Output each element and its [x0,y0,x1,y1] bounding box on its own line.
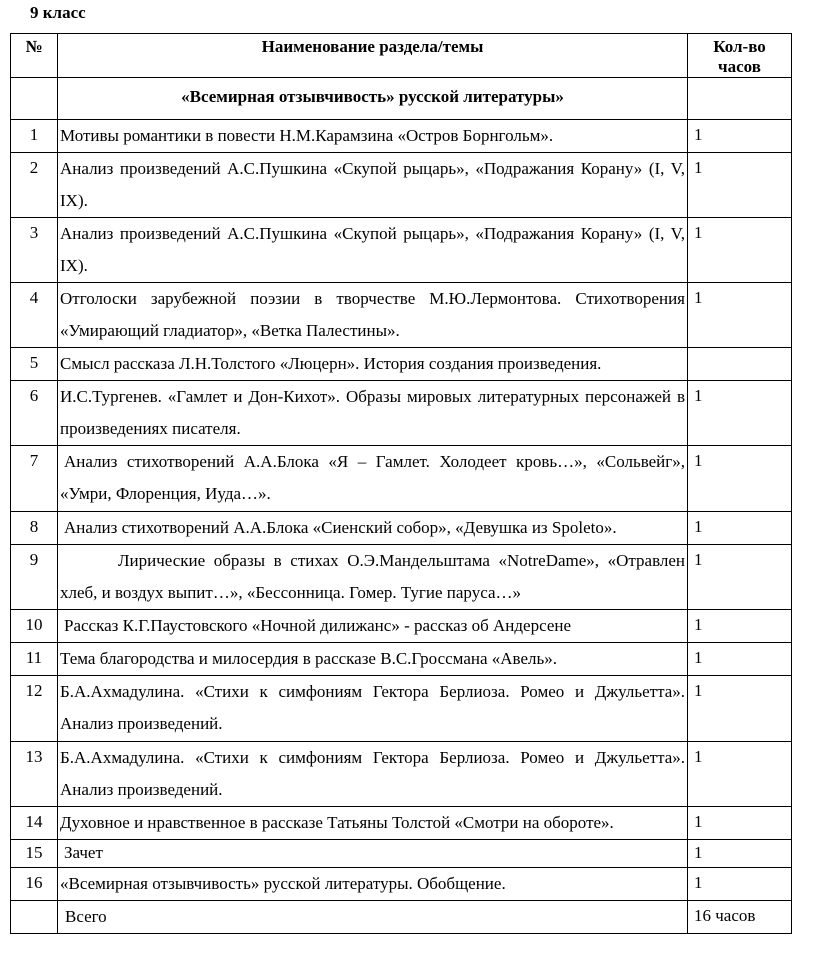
row-topic: Зачет [58,840,688,868]
row-hours: 1 [688,283,792,348]
row-num: 2 [11,153,58,218]
row-num: 1 [11,120,58,153]
table-row [11,153,792,218]
table-row [11,610,792,643]
table-row [11,218,792,283]
row-num: 6 [11,381,58,446]
table-row [11,120,792,153]
row-topic: Духовное и нравственное в рассказе Татьяны Толстой «Смотри на обороте». [58,807,688,840]
total-hours: 16 часов [688,901,792,934]
row-hours: 1 [688,218,792,283]
row-topic: Мотивы романтики в повести Н.М.Карамзина «Остров Борнгольм». [58,120,688,153]
row-topic: Анализ стихотворений А.А.Блока «Сиенский собор», «Девушка из Spoleto». [58,512,688,545]
row-hours: 1 [688,742,792,807]
row-hours: 1 [688,512,792,545]
table-row [11,676,792,742]
row-hours [688,348,792,381]
row-topic: И.С.Тургенев. «Гамлет и Дон-Кихот». Образы мировых литературных персонажей в произведениях писателя. [58,381,688,446]
row-num: 5 [11,348,58,381]
table-row [11,512,792,545]
total-label: Всего [58,901,688,934]
row-hours: 1 [688,610,792,643]
table-row [11,446,792,512]
row-num: 16 [11,868,58,901]
row-num: 3 [11,218,58,283]
row-num: 4 [11,283,58,348]
table-row [11,283,792,348]
row-hours: 1 [688,807,792,840]
total-row [11,901,792,934]
table-row [11,348,792,381]
section-row [11,78,792,120]
row-hours: 1 [688,381,792,446]
table-row [11,868,792,901]
row-topic: Анализ стихотворений А.А.Блока «Я – Гамлет. Холодеет кровь…», «Сольвейг», «Умри, Флоренция, Иуда…». [58,446,688,512]
row-hours: 1 [688,676,792,742]
row-hours: 1 [688,153,792,218]
table-row [11,807,792,840]
table-row [11,840,792,868]
header-hours: Кол-во часов [688,34,792,78]
header-num: № [11,34,58,78]
table-row [11,381,792,446]
grade-title: 9 класс [30,3,86,22]
row-hours: 1 [688,840,792,868]
row-num: 13 [11,742,58,807]
row-hours: 1 [688,545,792,610]
row-topic: Отголоски зарубежной поэзии в творчестве М.Ю.Лермонтова. Стихотворения «Умирающий гладиатор», «Ветка Палестины». [58,283,688,348]
curriculum-table [10,33,792,934]
table-row [11,545,792,610]
header-row [11,34,792,78]
row-num: 12 [11,676,58,742]
table-row [11,643,792,676]
row-topic: Смысл рассказа Л.Н.Толстого «Люцерн». История создания произведения. [58,348,688,381]
row-topic: Анализ произведений А.С.Пушкина «Скупой рыцарь», «Подражания Корану» (I, V, IX). [58,153,688,218]
row-topic: Лирические образы в стихах О.Э.Мандельштама «NotreDame», «Отравлен хлеб, и воздух выпит…», «Бессонница. Гомер. Тугие паруса…» [58,545,688,610]
table-row [11,742,792,807]
section-title: «Всемирная отзывчивость» русской литературы» [58,78,688,120]
row-hours: 1 [688,643,792,676]
header-topic: Наименование раздела/темы [58,34,688,78]
row-num: 9 [11,545,58,610]
row-num: 10 [11,610,58,643]
row-num: 15 [11,840,58,868]
row-topic: Б.А.Ахмадулина. «Стихи к симфониям Гектора Берлиоза. Ромео и Джульетта». Анализ произведений. [58,676,688,742]
row-hours: 1 [688,120,792,153]
row-topic: Рассказ К.Г.Паустовского «Ночной дилижанс» - рассказ об Андерсене [58,610,688,643]
row-num: 14 [11,807,58,840]
row-topic: «Всемирная отзывчивость» русской литературы. Обобщение. [58,868,688,901]
row-hours: 1 [688,868,792,901]
row-num: 7 [11,446,58,512]
row-num: 8 [11,512,58,545]
row-hours: 1 [688,446,792,512]
row-topic: Б.А.Ахмадулина. «Стихи к симфониям Гектора Берлиоза. Ромео и Джульетта». Анализ произведений. [58,742,688,807]
row-topic: Тема благородства и милосердия в рассказе В.С.Гроссмана «Авель». [58,643,688,676]
row-topic: Анализ произведений А.С.Пушкина «Скупой рыцарь», «Подражания Корану» (I, V, IX). [58,218,688,283]
row-num: 11 [11,643,58,676]
